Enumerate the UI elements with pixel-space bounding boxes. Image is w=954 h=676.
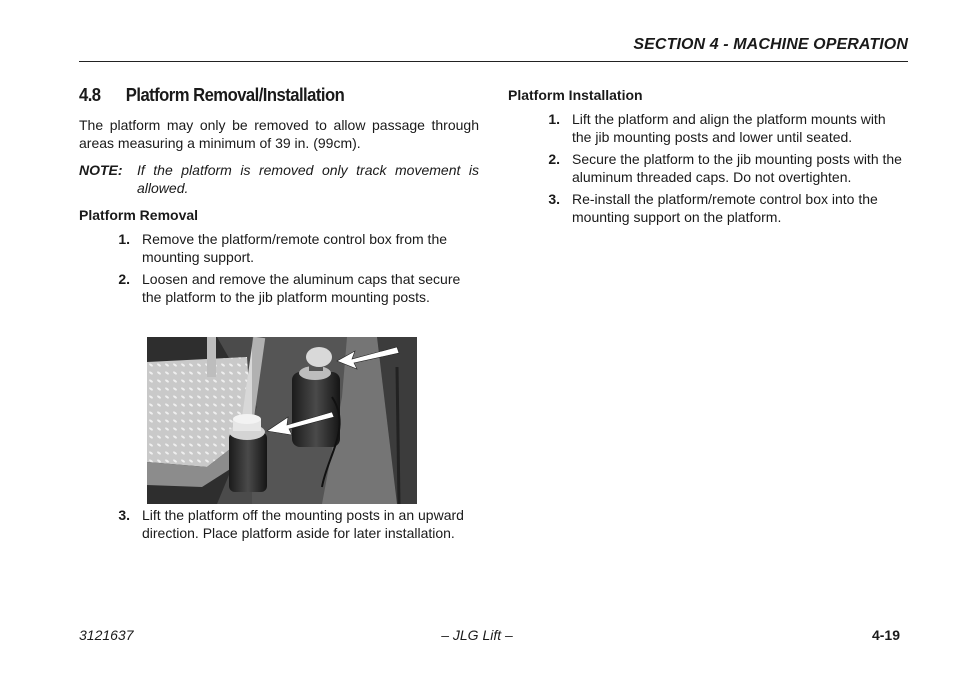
step-text: Lift the platform off the mounting posts in an upward direction. Place platform aside for later installation. [142,507,464,541]
footer-doc-number: 3121637 [79,627,134,643]
right-column [508,86,908,230]
removal-step [79,270,479,306]
step-text: Secure the platform to the jib mounting posts with the aluminum threaded caps. Do not overtighten. [572,151,902,185]
removal-step-3-block [79,506,479,546]
note-label: NOTE: [79,162,123,178]
footer-publisher: – JLG Lift – [441,627,513,643]
installation-step [508,150,908,186]
note-block [79,161,479,197]
step-number: 3. [118,507,130,523]
section-heading [79,86,439,104]
removal-step [79,230,479,266]
installation-step [508,190,908,226]
section-heading-title: Platform Removal/Installation [125,84,345,105]
step-text: Loosen and remove the aluminum caps that secure the platform to the jib platform mounting posts. [142,271,461,305]
platform-mount-photo [147,337,417,504]
left-column [79,86,479,310]
intro-paragraph: The platform may only be removed to allow passage through areas measuring a minimum of 39 in. (99cm). [79,117,479,151]
footer-page-number: 4-19 [871,627,900,643]
platform-installation-heading: Platform Installation [508,87,643,103]
step-number: 2. [548,151,560,167]
header-divider [79,61,908,62]
removal-step [79,506,479,542]
step-text: Remove the platform/remote control box from the mounting support. [142,231,448,265]
section-header-title: SECTION 4 - MACHINE OPERATION [633,36,908,53]
platform-removal-heading: Platform Removal [79,207,199,223]
step-text: Re-install the platform/remote control box into the mounting support on the platform. [572,191,878,225]
step-number: 1. [118,231,130,247]
step-number: 2. [118,271,130,287]
step-number: 1. [548,111,560,127]
section-heading-number: 4.8 [79,84,101,105]
step-text: Lift the platform and align the platform mounts with the jib mounting posts and lower until seated. [572,111,886,145]
installation-step [508,110,908,146]
note-text: If the platform is removed only track movement is allowed. [137,162,479,196]
step-number: 3. [548,191,560,207]
